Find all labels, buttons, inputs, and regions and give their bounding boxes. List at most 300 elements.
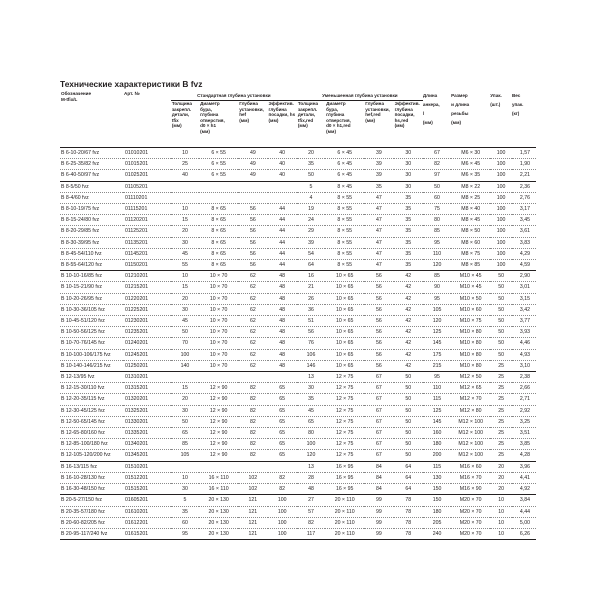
- header-line: (мм): [394, 123, 405, 129]
- cell-hs: 48: [268, 349, 297, 360]
- cell-hef-red: 39: [364, 170, 393, 181]
- cell-pack: 50: [490, 304, 512, 315]
- cell-anchor-length: 80: [423, 215, 451, 226]
- cell-drill: 10 × 70: [199, 293, 238, 304]
- cell-drill: [199, 372, 238, 383]
- cell-pack: 100: [490, 237, 512, 248]
- header-line: глубина: [268, 106, 287, 112]
- cell-drill-red: 8 × 45: [325, 181, 364, 192]
- cell-hef: 62: [238, 293, 267, 304]
- header-line: и длина: [451, 102, 470, 107]
- cell-hef-red: 56: [364, 327, 393, 338]
- cell-hef-red: 56: [364, 282, 393, 293]
- cell-anchor-length: 115: [423, 394, 451, 405]
- cell-tfix-red: 76: [297, 338, 325, 349]
- cell-drill-red: 6 × 45: [325, 159, 364, 170]
- cell-drill: 6 × 55: [199, 170, 238, 181]
- cell-weight: 4,59: [512, 260, 536, 271]
- cell-thread: M10 × 50: [451, 293, 490, 304]
- cell-tfix-red: 82: [297, 517, 325, 528]
- cell-hs-red: 78: [394, 517, 423, 528]
- cell-weight: 3,96: [512, 461, 536, 472]
- cell-designation: B 12-30-45/125 fvz: [60, 405, 123, 416]
- cell-hs: 48: [268, 316, 297, 327]
- cell-tfix-red: 28: [297, 472, 325, 483]
- cell-thread: M8 × 50: [451, 226, 490, 237]
- cell-hs-red: 42: [394, 293, 423, 304]
- header-red-hs: [394, 101, 423, 148]
- header-red-tfix: [297, 101, 325, 148]
- cell-tfix: 65: [171, 428, 199, 439]
- cell-hef: 82: [238, 428, 267, 439]
- table-row: [60, 450, 536, 461]
- spec-table: [60, 91, 536, 540]
- cell-weight: 3,15: [512, 293, 536, 304]
- cell-designation: B 8-30-39/95 fvz: [60, 237, 123, 248]
- cell-thread: M10 × 80: [451, 327, 490, 338]
- header-line: закрепл.: [171, 106, 192, 112]
- cell-pack: 25: [490, 405, 512, 416]
- cell-hs: 44: [268, 226, 297, 237]
- cell-hef-red: 47: [364, 237, 393, 248]
- cell-tfix-red: 19: [297, 204, 325, 215]
- cell-weight: 3,45: [512, 215, 536, 226]
- cell-pack: 50: [490, 271, 512, 282]
- header-line: детали,: [171, 112, 190, 118]
- cell-drill-red: 8 × 55: [325, 248, 364, 259]
- cell-tfix: [171, 192, 199, 203]
- table-row: [60, 461, 536, 472]
- cell-drill-red: 8 × 55: [325, 204, 364, 215]
- cell-hef: 82: [238, 394, 267, 405]
- cell-tfix-red: 146: [297, 360, 325, 371]
- cell-tfix-red: 4: [297, 192, 325, 203]
- cell-weight: 2,36: [512, 181, 536, 192]
- cell-hs: [268, 192, 297, 203]
- cell-pack: 10: [490, 517, 512, 528]
- cell-weight: 2,21: [512, 170, 536, 181]
- cell-art: 01145201: [123, 248, 171, 259]
- cell-art: 01345201: [123, 450, 171, 461]
- cell-hef: 62: [238, 282, 267, 293]
- cell-designation: B 8-5/50 fvz: [60, 181, 123, 192]
- cell-drill: 20 × 130: [199, 517, 238, 528]
- cell-pack: 20: [490, 484, 512, 495]
- cell-designation: B 20-5-27/150 fvz: [60, 495, 123, 506]
- cell-thread: M12 × 100: [451, 450, 490, 461]
- header-line: Глубина: [365, 101, 385, 106]
- cell-drill-red: 20 × 110: [325, 528, 364, 539]
- header-line: Размер: [451, 93, 468, 98]
- table-row: [60, 170, 536, 181]
- cell-hs-red: 42: [394, 316, 423, 327]
- header-line: Эффектив.: [268, 101, 294, 106]
- cell-thread: M6 × 35: [451, 170, 490, 181]
- cell-tfix: 10: [171, 472, 199, 483]
- table-row: [60, 327, 536, 338]
- header-line: (мм): [200, 128, 210, 134]
- cell-designation: B 16-13/115 fvz: [60, 461, 123, 472]
- header-std-drill: [199, 101, 238, 148]
- header-line: установки,: [365, 106, 390, 112]
- cell-designation: B 10-20-26/95 fvz: [60, 293, 123, 304]
- cell-thread: M12 × 50: [451, 372, 490, 383]
- header-std-tfix: [171, 101, 199, 148]
- header-line: hef: [239, 112, 247, 118]
- cell-designation: B 6-10-20/67 fvz: [60, 148, 123, 159]
- header-line: отверстия,: [200, 117, 225, 123]
- header-line: Диаметр: [326, 101, 346, 106]
- cell-hef: 121: [238, 506, 267, 517]
- cell-weight: 3,61: [512, 226, 536, 237]
- table-row: [60, 528, 536, 539]
- cell-anchor-length: 130: [423, 472, 451, 483]
- table-row: [60, 394, 536, 405]
- header-line: Диаметр: [200, 101, 220, 106]
- cell-hs-red: 50: [394, 416, 423, 427]
- cell-hs-red: 50: [394, 450, 423, 461]
- cell-hs-red: 64: [394, 484, 423, 495]
- cell-pack: 100: [490, 248, 512, 259]
- cell-weight: 5,00: [512, 517, 536, 528]
- cell-art: 01240201: [123, 338, 171, 349]
- cell-hef: 121: [238, 528, 267, 539]
- header-line: (кг): [511, 111, 520, 116]
- cell-tfix: 95: [171, 528, 199, 539]
- cell-tfix-red: 26: [297, 293, 325, 304]
- cell-tfix-red: 36: [297, 304, 325, 315]
- cell-hs-red: 42: [394, 360, 423, 371]
- cell-tfix-red: 24: [297, 215, 325, 226]
- cell-drill-red: 8 × 55: [325, 260, 364, 271]
- cell-designation: B 6-40-50/97 fvz: [60, 170, 123, 181]
- header-line: d0 × h1: [200, 123, 217, 129]
- cell-hs-red: 35: [394, 204, 423, 215]
- cell-hef: 121: [238, 495, 267, 506]
- header-line: посадки, hs: [268, 112, 296, 118]
- cell-pack: 25: [490, 428, 512, 439]
- cell-anchor-length: 145: [423, 416, 451, 427]
- cell-hef-red: 99: [364, 517, 393, 528]
- cell-thread: M10 × 45: [451, 282, 490, 293]
- cell-hef-red: 67: [364, 428, 393, 439]
- cell-hs-red: 35: [394, 260, 423, 271]
- header-line: бура,: [326, 106, 339, 112]
- cell-hs: 100: [268, 495, 297, 506]
- cell-tfix-red: 16: [297, 271, 325, 282]
- cell-designation: B 10-70-76/145 fvz: [60, 338, 123, 349]
- cell-drill-red: 16 × 95: [325, 484, 364, 495]
- cell-hs-red: 42: [394, 282, 423, 293]
- cell-designation: B 20-60-82/205 fvz: [60, 517, 123, 528]
- cell-drill-red: 8 × 55: [325, 237, 364, 248]
- cell-hef-red: 99: [364, 495, 393, 506]
- cell-art: 01245201: [123, 349, 171, 360]
- cell-hef-red: 84: [364, 484, 393, 495]
- cell-drill-red: 20 × 110: [325, 506, 364, 517]
- cell-hef-red: 47: [364, 192, 393, 203]
- header-line: глубина: [326, 112, 345, 118]
- cell-hs: 48: [268, 293, 297, 304]
- cell-art: 01220201: [123, 293, 171, 304]
- cell-weight: 3,01: [512, 282, 536, 293]
- cell-art: 01235201: [123, 327, 171, 338]
- cell-drill: [199, 181, 238, 192]
- cell-tfix-red: 30: [297, 383, 325, 394]
- cell-weight: 4,46: [512, 338, 536, 349]
- cell-tfix-red: 120: [297, 450, 325, 461]
- cell-tfix-red: 29: [297, 226, 325, 237]
- cell-anchor-length: 90: [423, 282, 451, 293]
- cell-anchor-length: 110: [423, 383, 451, 394]
- cell-weight: 4,92: [512, 484, 536, 495]
- cell-hef: 82: [238, 383, 267, 394]
- cell-drill: 10 × 70: [199, 282, 238, 293]
- cell-designation: B 8-15-24/80 fvz: [60, 215, 123, 226]
- cell-anchor-length: 60: [423, 192, 451, 203]
- cell-weight: 2,38: [512, 372, 536, 383]
- cell-hef: 56: [238, 260, 267, 271]
- cell-hef: 56: [238, 204, 267, 215]
- cell-hef: 49: [238, 170, 267, 181]
- cell-hef: 56: [238, 237, 267, 248]
- cell-designation: B 20-95-117/240 fvz: [60, 528, 123, 539]
- cell-drill: 10 × 70: [199, 316, 238, 327]
- cell-weight: 1,57: [512, 148, 536, 159]
- cell-designation: B 12-13/95 fvz: [60, 372, 123, 383]
- cell-hs: [268, 461, 297, 472]
- table-row: [60, 293, 536, 304]
- cell-hs: 82: [268, 472, 297, 483]
- cell-pack: 100: [490, 260, 512, 271]
- cell-anchor-length: 200: [423, 450, 451, 461]
- cell-thread: M12 × 80: [451, 405, 490, 416]
- cell-hef-red: 35: [364, 181, 393, 192]
- cell-tfix-red: 56: [297, 327, 325, 338]
- cell-hef-red: 47: [364, 260, 393, 271]
- cell-art: 01335201: [123, 428, 171, 439]
- table-row: [60, 159, 536, 170]
- cell-hef: 56: [238, 215, 267, 226]
- cell-hs-red: 50: [394, 372, 423, 383]
- cell-drill: [199, 461, 238, 472]
- cell-hef: 121: [238, 517, 267, 528]
- cell-anchor-length: 115: [423, 461, 451, 472]
- cell-hs-red: 42: [394, 271, 423, 282]
- cell-hef-red: 47: [364, 226, 393, 237]
- cell-hs: 48: [268, 360, 297, 371]
- cell-drill-red: 12 × 75: [325, 405, 364, 416]
- cell-anchor-length: 95: [423, 372, 451, 383]
- cell-tfix: 55: [171, 260, 199, 271]
- cell-hs-red: 35: [394, 215, 423, 226]
- cell-tfix-red: 45: [297, 405, 325, 416]
- cell-designation: B 10-10-16/85 fvz: [60, 271, 123, 282]
- cell-designation: B 8-10-19/75 fvz: [60, 204, 123, 215]
- cell-hef-red: 56: [364, 349, 393, 360]
- cell-designation: B 10-30-36/105 fvz: [60, 304, 123, 315]
- cell-pack: 50: [490, 327, 512, 338]
- table-row: [60, 405, 536, 416]
- header-line: (мм): [171, 123, 182, 129]
- cell-drill-red: 20 × 110: [325, 517, 364, 528]
- cell-hs: 48: [268, 271, 297, 282]
- table-row: [60, 517, 536, 528]
- cell-designation: B 10-100-106/175 fvz: [60, 349, 123, 360]
- cell-drill: 8 × 65: [199, 226, 238, 237]
- header-line: (мм): [422, 120, 433, 125]
- cell-tfix: 5: [171, 495, 199, 506]
- header-line: глубина: [200, 112, 219, 118]
- cell-hs: 40: [268, 159, 297, 170]
- cell-hef: 62: [238, 271, 267, 282]
- cell-tfix: 30: [171, 405, 199, 416]
- cell-tfix: 35: [171, 506, 199, 517]
- cell-hef: 102: [238, 484, 267, 495]
- cell-designation: B 6-25-35/82 fvz: [60, 159, 123, 170]
- table-row: [60, 226, 536, 237]
- cell-drill-red: 12 × 75: [325, 450, 364, 461]
- table-row: [60, 360, 536, 371]
- header-line: Эффектив.: [394, 101, 420, 106]
- cell-tfix-red: 35: [297, 394, 325, 405]
- cell-art: 01510201: [123, 461, 171, 472]
- cell-drill: 6 × 55: [199, 148, 238, 159]
- cell-anchor-length: 145: [423, 338, 451, 349]
- header-line: (мм): [239, 117, 250, 123]
- header-thread: [451, 91, 490, 148]
- cell-hs-red: 50: [394, 439, 423, 450]
- cell-tfix: 15: [171, 282, 199, 293]
- cell-art: 01330201: [123, 416, 171, 427]
- cell-tfix-red: 51: [297, 316, 325, 327]
- cell-hs: 65: [268, 416, 297, 427]
- cell-hs: 65: [268, 405, 297, 416]
- cell-tfix: 20: [171, 293, 199, 304]
- cell-anchor-length: 85: [423, 226, 451, 237]
- cell-art: 01210201: [123, 271, 171, 282]
- cell-weight: 2,71: [512, 394, 536, 405]
- table-row: [60, 260, 536, 271]
- cell-tfix: [171, 372, 199, 383]
- cell-drill: 6 × 55: [199, 159, 238, 170]
- cell-hs: 48: [268, 327, 297, 338]
- cell-thread: M12 × 100: [451, 416, 490, 427]
- cell-drill-red: 6 × 45: [325, 148, 364, 159]
- cell-drill-red: 12 × 75: [325, 416, 364, 427]
- header-line: анкера,: [422, 102, 440, 107]
- cell-hs-red: 64: [394, 461, 423, 472]
- cell-drill: 10 × 70: [199, 304, 238, 315]
- header-group-reduced: Уменьшенная глубина установки: [297, 91, 423, 101]
- cell-hef: [238, 372, 267, 383]
- cell-art: 01105201: [123, 181, 171, 192]
- header-line: Вес: [511, 93, 521, 98]
- cell-tfix: 45: [171, 316, 199, 327]
- header-line: резьбы: [451, 111, 469, 116]
- cell-thread: M16 × 60: [451, 461, 490, 472]
- cell-hef-red: 56: [364, 338, 393, 349]
- cell-anchor-length: 125: [423, 405, 451, 416]
- cell-hef-red: 47: [364, 204, 393, 215]
- cell-hs: 65: [268, 394, 297, 405]
- cell-tfix-red: 13: [297, 372, 325, 383]
- header-line: (мм): [451, 120, 461, 125]
- cell-tfix-red: 20: [297, 148, 325, 159]
- cell-hs-red: 30: [394, 148, 423, 159]
- cell-thread: M20 × 70: [451, 528, 490, 539]
- cell-drill-red: 12 × 75: [325, 428, 364, 439]
- cell-drill-red: 10 × 65: [325, 327, 364, 338]
- cell-weight: 3,85: [512, 439, 536, 450]
- cell-pack: 25: [490, 394, 512, 405]
- cell-designation: B 12-50-65/145 fvz: [60, 416, 123, 427]
- cell-anchor-length: 120: [423, 260, 451, 271]
- cell-hef: 82: [238, 450, 267, 461]
- cell-drill: 8 × 65: [199, 237, 238, 248]
- cell-drill: 16 × 110: [199, 484, 238, 495]
- cell-thread: M12 × 100: [451, 428, 490, 439]
- cell-drill-red: 10 × 65: [325, 282, 364, 293]
- cell-drill-red: 12 × 75: [325, 394, 364, 405]
- cell-hs-red: 50: [394, 405, 423, 416]
- cell-hef: 56: [238, 226, 267, 237]
- cell-tfix-red: 5: [297, 181, 325, 192]
- cell-weight: 2,66: [512, 383, 536, 394]
- cell-thread: M6 × 30: [451, 148, 490, 159]
- cell-hs: 44: [268, 260, 297, 271]
- cell-thread: M16 × 90: [451, 484, 490, 495]
- cell-tfix: 140: [171, 360, 199, 371]
- cell-tfix-red: 80: [297, 428, 325, 439]
- cell-drill: 12 × 90: [199, 428, 238, 439]
- cell-thread: M8 × 45: [451, 215, 490, 226]
- cell-designation: B 16-30-48/150 fvz: [60, 484, 123, 495]
- table-row: [60, 484, 536, 495]
- header-line: tfix: [171, 117, 179, 123]
- cell-weight: 3,17: [512, 204, 536, 215]
- cell-hef: 82: [238, 405, 267, 416]
- cell-thread: M16 × 70: [451, 472, 490, 483]
- cell-pack: 100: [490, 159, 512, 170]
- cell-hef-red: 84: [364, 472, 393, 483]
- cell-drill-red: 16 × 95: [325, 472, 364, 483]
- cell-pack: 100: [490, 215, 512, 226]
- cell-hef-red: 67: [364, 405, 393, 416]
- cell-hs: 44: [268, 204, 297, 215]
- cell-anchor-length: 110: [423, 248, 451, 259]
- cell-thread: M10 × 80: [451, 360, 490, 371]
- header-line: tfix,red: [297, 117, 314, 123]
- cell-thread: M10 × 60: [451, 304, 490, 315]
- cell-tfix: 20: [171, 394, 199, 405]
- table-row: [60, 304, 536, 315]
- cell-hef-red: 67: [364, 450, 393, 461]
- cell-anchor-length: 75: [423, 204, 451, 215]
- cell-thread: M12 × 65: [451, 383, 490, 394]
- cell-anchor-length: 97: [423, 170, 451, 181]
- table-row: [60, 416, 536, 427]
- cell-anchor-length: 82: [423, 159, 451, 170]
- cell-hs-red: 78: [394, 495, 423, 506]
- cell-pack: 100: [490, 204, 512, 215]
- cell-hef-red: 99: [364, 506, 393, 517]
- cell-drill: 20 × 130: [199, 506, 238, 517]
- cell-pack: 10: [490, 495, 512, 506]
- cell-drill-red: 10 × 65: [325, 349, 364, 360]
- cell-hs-red: 30: [394, 159, 423, 170]
- cell-hs-red: 35: [394, 248, 423, 259]
